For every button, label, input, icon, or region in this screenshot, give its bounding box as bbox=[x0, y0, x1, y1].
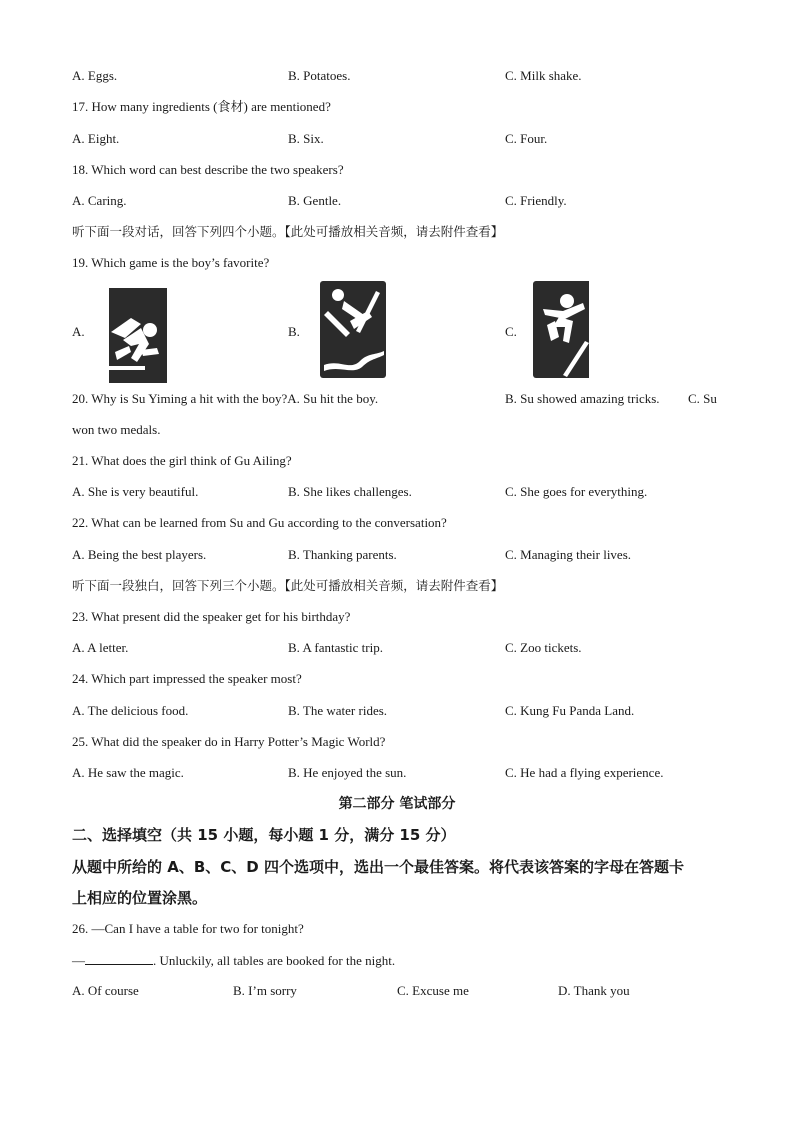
q23-stem: 23. What present did the speaker get for his birthday? bbox=[72, 609, 351, 624]
q17-option-b: B. Six. bbox=[288, 131, 324, 146]
dialogue-instruction: 听下面一段对话，回答下列四个小题。【此处可播放相关音频，请去附件查看】 bbox=[72, 224, 504, 239]
q26-option-b: B. I’m sorry bbox=[233, 983, 297, 998]
q25-option-b: B. He enjoyed the sun. bbox=[288, 765, 407, 780]
q25-stem: 25. What did the speaker do in Harry Potter’s Magic World? bbox=[72, 734, 386, 749]
q20-stem-option-a: 20. Why is Su Yiming a hit with the boy?A. Su hit the boy. bbox=[72, 391, 379, 406]
q18-option-a: A. Caring. bbox=[72, 193, 127, 208]
q23-option-a: A. A letter. bbox=[72, 640, 129, 655]
q21-option-a: A. She is very beautiful. bbox=[72, 484, 199, 499]
snowboard-icon bbox=[533, 281, 595, 378]
q19-label-a: A. bbox=[72, 324, 85, 339]
q26-line2-rest: . Unluckily, all tables are booked for the night. bbox=[153, 953, 396, 968]
q25-option-a: A. He saw the magic. bbox=[72, 765, 184, 780]
q16-option-b: B. Potatoes. bbox=[288, 68, 351, 83]
q22-option-a: A. Being the best players. bbox=[72, 547, 207, 562]
q24-option-b: B. The water rides. bbox=[288, 703, 388, 718]
q23-option-c: C. Zoo tickets. bbox=[505, 640, 582, 655]
q24-option-a: A. The delicious food. bbox=[72, 703, 189, 718]
q21-option-b: B. She likes challenges. bbox=[288, 484, 412, 499]
q16-option-c: C. Milk shake. bbox=[505, 68, 582, 83]
q26-line2 bbox=[72, 952, 395, 969]
q20-option-b: B. Su showed amazing tricks. bbox=[505, 391, 660, 406]
q17-option-a: A. Eight. bbox=[72, 131, 120, 146]
section-instruction-line1: 从题中所给的 A、B、C、D 四个选项中，选出一个最佳答案。将代表该答案的字母在答题卡 bbox=[72, 858, 684, 876]
q21-stem: 21. What does the girl think of Gu Ailing? bbox=[72, 453, 292, 468]
q18-option-c: C. Friendly. bbox=[505, 193, 567, 208]
q17-option-c: C. Four. bbox=[505, 131, 548, 146]
monologue-instruction: 听下面一段独白，回答下列三个小题。【此处可播放相关音频，请去附件查看】 bbox=[72, 578, 504, 593]
q21-option-c: C. She goes for everything. bbox=[505, 484, 648, 499]
speed-skating-icon bbox=[101, 288, 167, 383]
q26-dash: — bbox=[72, 953, 85, 968]
q19-stem: 19. Which game is the boy’s favorite? bbox=[72, 255, 270, 270]
q20-option-c-end: won two medals. bbox=[72, 422, 161, 437]
q26-option-a: A. Of course bbox=[72, 983, 139, 998]
q26-option-c: C. Excuse me bbox=[397, 983, 469, 998]
q23-option-b: B. A fantastic trip. bbox=[288, 640, 383, 655]
section-title: 二、选择填空（共 15 小题，每小题 1 分，满分 15 分） bbox=[72, 826, 456, 844]
freestyle-skiing-icon bbox=[320, 281, 386, 378]
part2-title: 第二部分 笔试部分 bbox=[338, 796, 456, 812]
q18-stem: 18. Which word can best describe the two speakers? bbox=[72, 162, 344, 177]
q17-stem: 17. How many ingredients (食材) are mentioned? bbox=[72, 99, 331, 114]
q19-label-c: C. bbox=[505, 324, 517, 339]
q16-option-a: A. Eggs. bbox=[72, 68, 118, 83]
q25-option-c: C. He had a flying experience. bbox=[505, 765, 664, 780]
q26-line1: 26. —Can I have a table for two for tonight? bbox=[72, 921, 304, 936]
q26-blank[interactable] bbox=[85, 952, 153, 965]
q24-stem: 24. Which part impressed the speaker most? bbox=[72, 671, 302, 686]
q24-option-c: C. Kung Fu Panda Land. bbox=[505, 703, 635, 718]
q20-option-c-start: C. Su bbox=[688, 391, 717, 406]
q18-option-b: B. Gentle. bbox=[288, 193, 342, 208]
q22-option-c: C. Managing their lives. bbox=[505, 547, 632, 562]
q22-option-b: B. Thanking parents. bbox=[288, 547, 397, 562]
q19-label-b: B. bbox=[288, 324, 300, 339]
q26-option-d: D. Thank you bbox=[558, 983, 630, 998]
q22-stem: 22. What can be learned from Su and Gu according to the conversation? bbox=[72, 515, 447, 530]
section-instruction-line2: 上相应的位置涂黑。 bbox=[72, 889, 208, 907]
